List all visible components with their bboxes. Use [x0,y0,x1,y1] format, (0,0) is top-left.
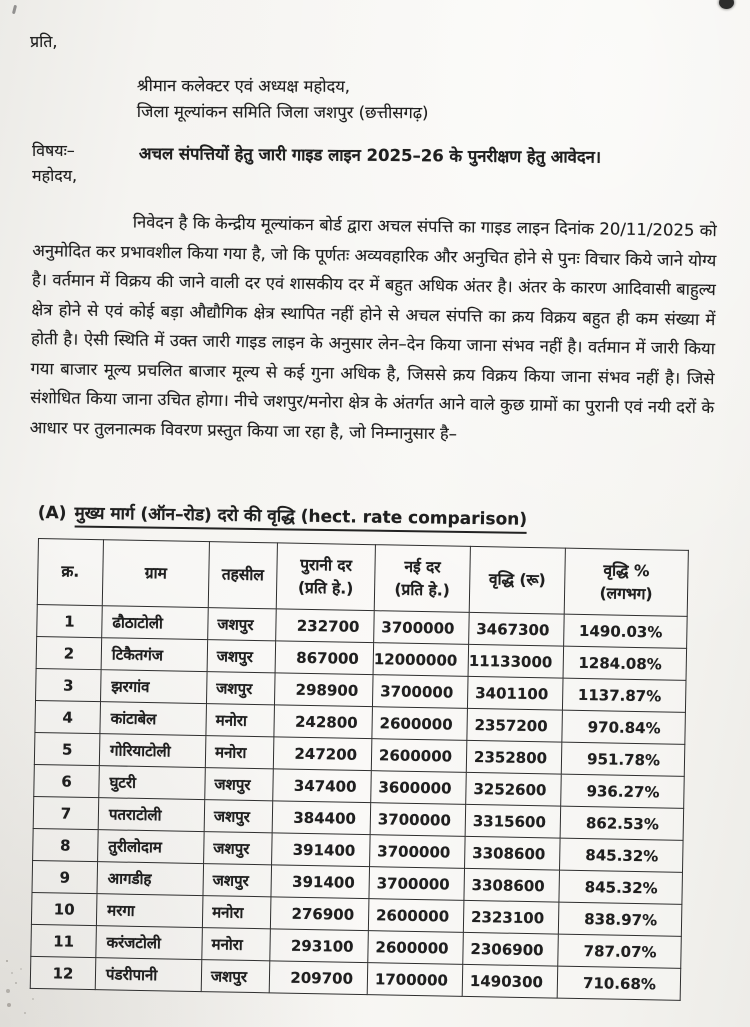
cell-increase: 3308600 [465,836,561,870]
cell-tehsil: जशपुर [201,960,270,993]
cell-sn: 4 [35,700,101,733]
section-heading-prefix: (A) [37,502,67,524]
cell-increase: 2306900 [463,932,559,966]
section-heading-title: मुख्य मार्ग (ऑन–रोड) दरो की वृद्धि (hect. rate comparison) [74,504,527,534]
cell-sn: 6 [34,764,100,797]
cell-increase: 3308600 [464,868,560,902]
punch-hole-mark [719,0,734,9]
cell-village: झरगांव [101,670,208,704]
cell-increase: 2323100 [463,900,559,934]
cell-old-rate: 867000 [275,641,374,675]
rates-table [30,538,689,1001]
recipient-line-1: श्रीमान कलेक्टर एवं अध्यक्ष महोदय, [136,75,351,96]
cell-increase-pct: 787.07% [558,934,682,968]
cell-increase: 1490300 [462,964,558,998]
cell-increase-pct: 838.97% [558,902,682,936]
scan-artifact-mark [12,5,17,14]
cell-sn: 11 [31,924,97,957]
recipient-address [137,73,429,126]
cell-sn: 8 [33,828,99,861]
cell-village: ढौठाटोली [102,606,209,640]
body-paragraph: निवेदन है कि केन्द्रीय मूल्यांकन बोर्ड द्वारा अचल संपत्ति का गाइड लाइन दिनांक 20/11/2025 को अनुमोदित कर प्रभावशील किया गया है, जो कि पूर्णतः अव्यवहारिक और अनुचित होने से पुनः विचार किये जाने योग्य है। वर्तमान में विक्रय की जाने वाली दर एवं शासकीय दर में बहुत अधिक अंतर है। अंतर के कारण आदिवासी बाहुल्य क्षेत्र होने से एवं कोई बड़ा औद्यौगिक क्षेत्र स्थापित नहीं होने से अचल संपत्ति का क्रय विक्रय बहुत ही कम संख्या में होती है। ऐसी स्थिति में उक्त जारी गाइड लाइन के अनुसार लेन–देन किया जाना संभव नहीं है। वर्तमान में जारी किया गया बाजार मूल्य प्रचलित बाजार मूल्य से कई गुना अधिक है, जिससे क्रय विक्रय किया जाना संभव नहीं है। जिसे संशोधित किया जाना उचित होगा। नीचे जशपुर/मनोरा क्षेत्र के अंतर्गत आने वाले कुछ ग्रामों का पुरानी एवं नयी दरों के आधार पर तुलनात्मक विवरण प्रस्तुत किया जा रहा है, जो निम्नानुसार है– [29,212,717,443]
cell-old-rate: 242800 [274,705,373,739]
cell-old-rate: 247200 [273,737,372,771]
table-header-row [37,539,688,617]
cell-new-rate: 3700000 [369,867,465,901]
cell-old-rate: 384400 [272,801,371,835]
cell-increase: 2357200 [467,708,563,742]
cell-old-rate: 298900 [274,673,373,707]
header-cell-tehsil: तहसील [208,542,277,609]
cell-sn: 12 [30,956,96,989]
header-cell-increase-pct: वृद्धि % (लगभग) [564,548,688,616]
cell-sn: 5 [34,732,100,765]
header-cell-old-rate: पुरानी दर (प्रति हे.) [276,543,375,611]
header-cell-sn: क्र. [37,539,103,606]
cell-increase-pct: 1490.03% [564,614,688,648]
cell-sn: 1 [37,604,103,637]
cell-old-rate: 232700 [276,609,375,643]
header-cell-new-rate: नई दर (प्रति हे.) [374,545,470,613]
cell-village: गोरियाटोली [99,734,206,768]
cell-village: पंडरीपानी [95,958,202,992]
cell-new-rate: 1700000 [367,963,463,997]
scan-noise-speckles [6,960,8,962]
cell-increase: 3315600 [465,804,561,838]
cell-increase-pct: 845.32% [560,838,684,872]
cell-village: मरगा [96,894,203,928]
cell-increase-pct: 1284.08% [563,646,687,680]
cell-new-rate: 2600000 [368,931,464,965]
cell-new-rate: 2600000 [372,707,468,741]
cell-increase-pct: 710.68% [557,966,681,1000]
recipient-line-2: जिला मूल्यांकन समिति जिला जशपुर (छत्तीसगढ़) [136,101,429,123]
section-heading [38,500,528,530]
cell-increase-pct: 970.84% [562,710,686,744]
cell-new-rate: 2600000 [371,739,467,773]
cell-village: आगडीह [97,862,204,896]
cell-village: घुटरी [99,766,206,800]
subject-text: अचल संपत्तियों हेतु जारी गाइड लाइन 2025–26 के पुनरीक्षण हेतु आवेदन। [138,143,602,167]
header-cell-village: ग्राम [102,540,209,608]
cell-tehsil: जशपुर [205,768,274,801]
cell-increase-pct: 951.78% [561,742,685,776]
cell-tehsil: जशपुर [204,832,273,865]
cell-new-rate: 3700000 [370,803,466,837]
cell-tehsil: मनोरा [202,896,271,929]
cell-tehsil: जशपुर [204,800,273,833]
cell-village: करंजटोली [96,926,203,960]
cell-new-rate: 3700000 [374,611,470,645]
cell-old-rate: 391400 [271,865,370,899]
cell-increase-pct: 1137.87% [562,678,686,712]
cell-new-rate: 3600000 [371,771,467,805]
cell-new-rate: 2600000 [368,899,464,933]
cell-tehsil: मनोरा [205,736,274,769]
cell-new-rate: 3700000 [370,835,466,869]
cell-old-rate: 276900 [270,897,369,931]
cell-increase-pct: 936.27% [561,774,685,808]
cell-increase: 3401100 [467,676,563,710]
cell-village: कांटाबेल [100,702,207,736]
cell-tehsil: जशपुर [208,608,277,641]
salutation: प्रति, [29,31,58,52]
cell-increase-pct: 862.53% [560,806,684,840]
cell-tehsil: मनोरा [206,704,275,737]
cell-village: तुरीलोदाम [98,830,205,864]
cell-sn: 3 [36,668,102,701]
cell-sn: 9 [32,860,98,893]
cell-sn: 10 [31,892,97,925]
header-cell-increase: वृद्धि (रू) [469,546,565,614]
cell-increase: 3252600 [466,772,562,806]
cell-old-rate: 347400 [273,769,372,803]
cell-tehsil: जशपुर [203,864,272,897]
cell-tehsil: जशपुर [207,640,276,673]
cell-new-rate: 12000000 [373,643,469,677]
cell-sn: 2 [36,636,102,669]
cell-village: टिकैतगंज [101,638,208,672]
cell-tehsil: मनोरा [202,928,271,961]
cell-old-rate: 293100 [270,929,369,963]
cell-old-rate: 391400 [272,833,371,867]
cell-tehsil: जशपुर [206,672,275,705]
rate-comparison-table-wrap [30,538,689,1001]
cell-village: पतराटोली [98,798,205,832]
cell-new-rate: 3700000 [372,675,468,709]
greeting: महोदय, [32,166,78,185]
cell-increase: 11133000 [468,644,564,678]
cell-sn: 7 [33,796,99,829]
cell-increase-pct: 845.32% [559,870,683,904]
cell-increase: 3467300 [469,612,565,646]
cell-increase: 2352800 [466,740,562,774]
cell-old-rate: 209700 [269,961,368,995]
subject-label: विषयः– [32,141,75,160]
